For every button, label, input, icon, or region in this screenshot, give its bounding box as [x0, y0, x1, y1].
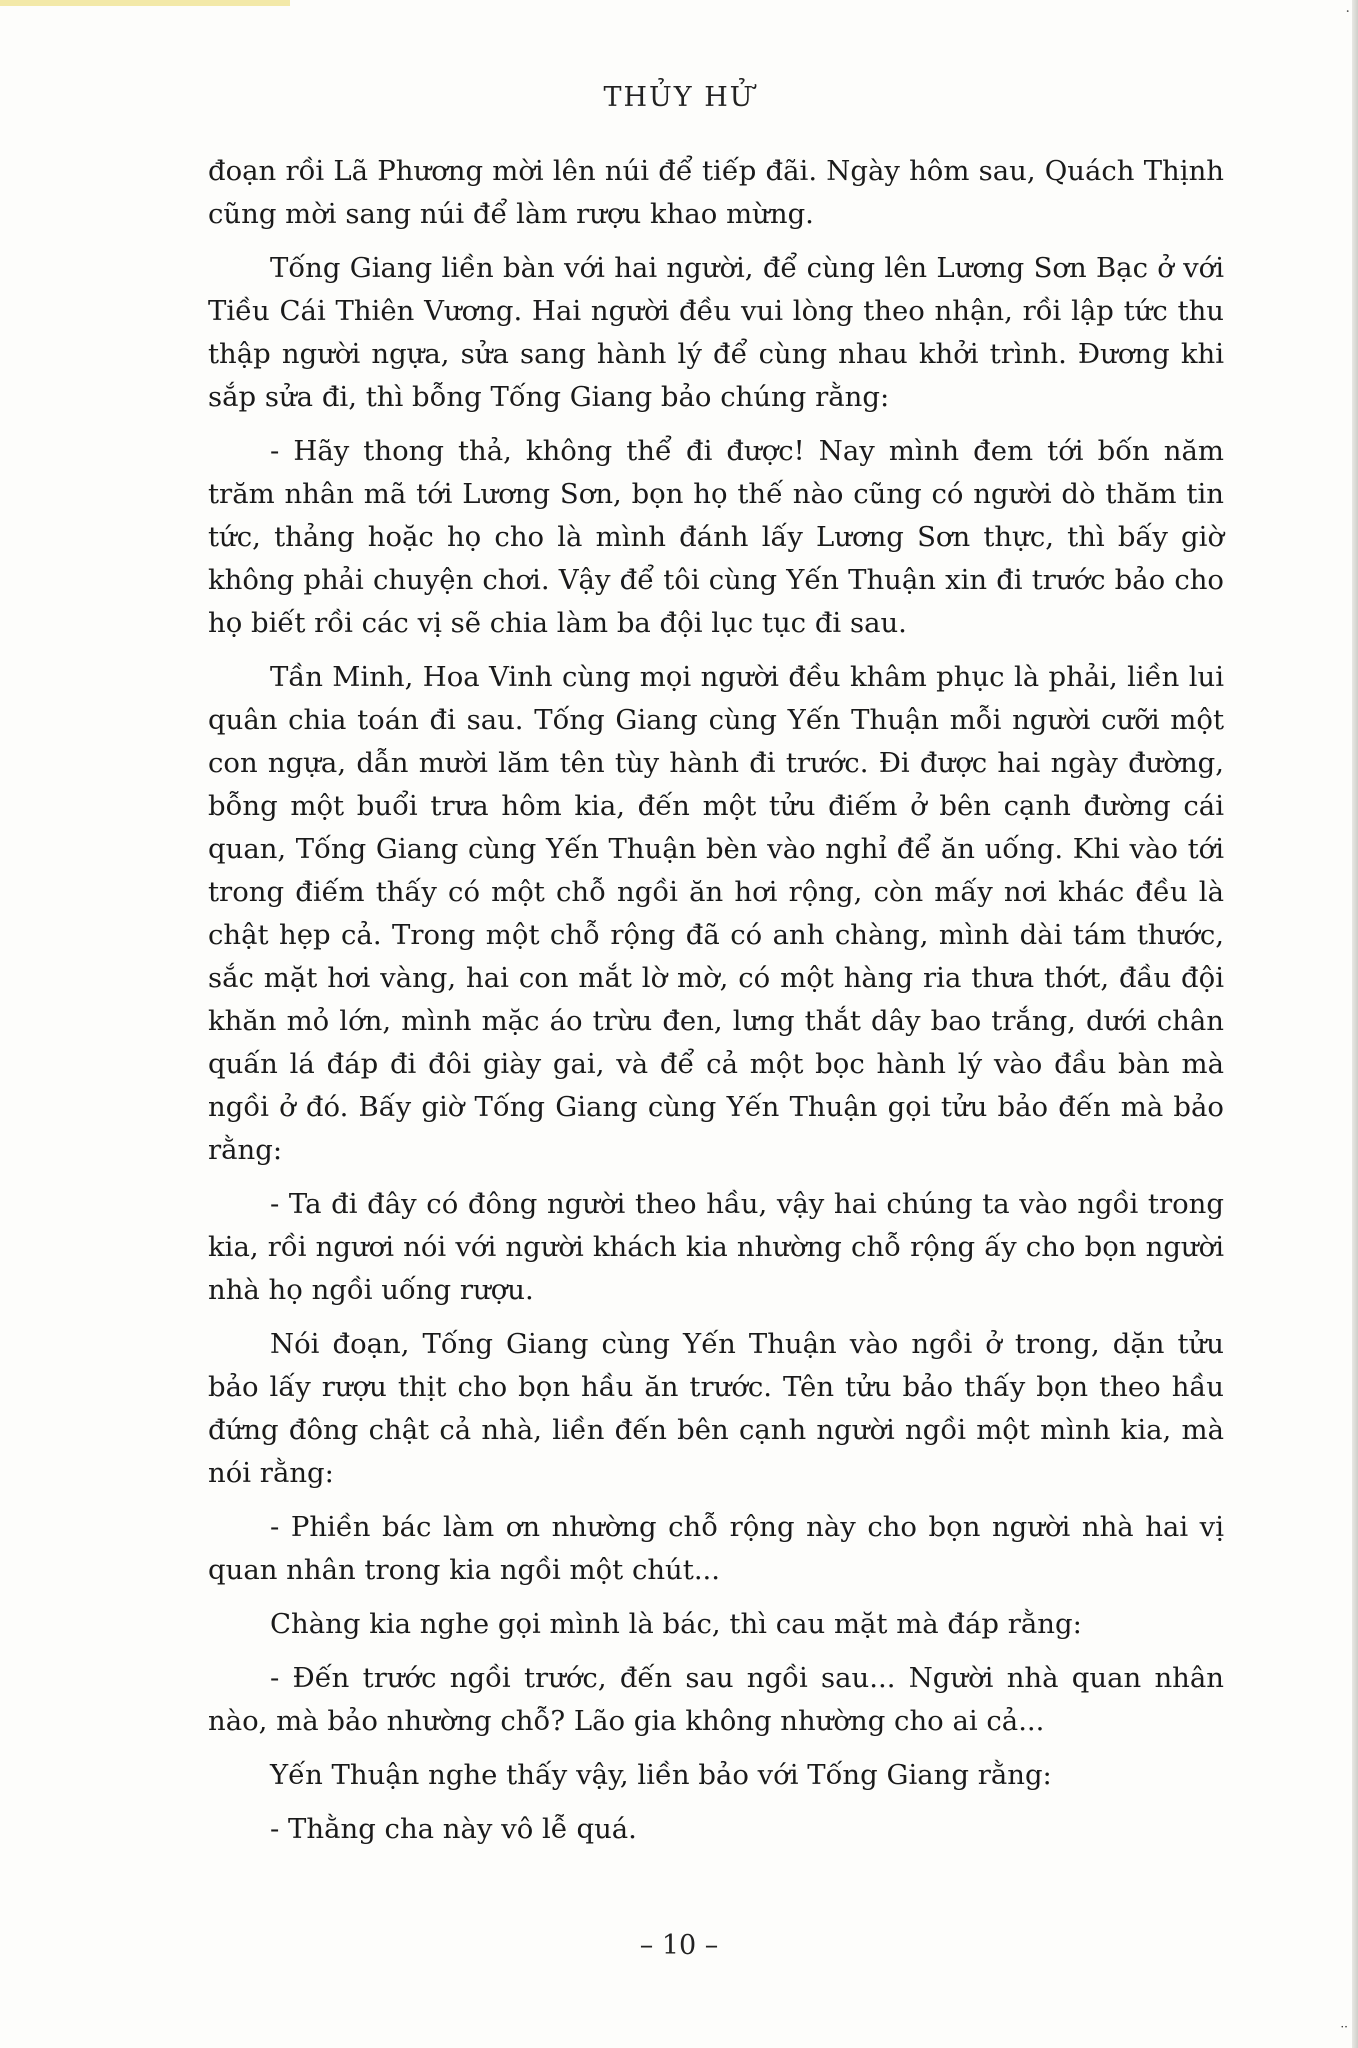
running-header: THỦY HỬ — [603, 82, 755, 113]
paragraph: Tống Giang liền bàn với hai người, để cùng lên Lương Sơn Bạc ở với Tiều Cái Thiên Vương. Hai người đều vui lòng theo nhận, rồi lập tức thu thập người ngựa, sửa sang hành lý để cùng nhau khởi trình. Đương khi sắp sửa đi, thì bỗng Tống Giang bảo chúng rằng: — [208, 252, 1224, 413]
paragraph: Nói đoạn, Tống Giang cùng Yến Thuận vào ngồi ở trong, dặn tửu bảo lấy rượu thịt cho bọn hầu ăn trước. Tên tửu bảo thấy bọn theo hầu đứng đông chật cả nhà, liền đến bên cạnh người ngồi một mình kia, mà nói rằng: — [208, 1328, 1224, 1489]
dialogue-paragraph: - Đến trước ngồi trước, đến sau ngồi sau... Người nhà quan nhân nào, mà bảo nhường chỗ? Lão gia không nhường cho ai cả... — [208, 1662, 1224, 1737]
page-body — [208, 150, 1224, 1862]
page-edge — [1352, 0, 1358, 2048]
paragraph: Chàng kia nghe gọi mình là bác, thì cau mặt mà đáp rằng: — [270, 1608, 1082, 1640]
page-number: – 10 – — [639, 1930, 719, 1961]
dialogue-paragraph: - Phiền bác làm ơn nhường chỗ rộng này cho bọn người nhà hai vị quan nhân trong kia ngồi một chút... — [208, 1511, 1224, 1586]
paragraph: đoạn rồi Lã Phương mời lên núi để tiếp đãi. Ngày hôm sau, Quách Thịnh cũng mời sang núi để làm rượu khao mừng. — [208, 155, 1224, 230]
paragraph: Tần Minh, Hoa Vinh cùng mọi người đều khâm phục là phải, liền lui quân chia toán đi sau. Tống Giang cùng Yến Thuận mỗi người cưỡi một con ngựa, dẫn mười lăm tên tùy hành đi trước. Đi được hai ngày đường, bỗng một buổi trưa hôm kia, đến một tửu điếm ở bên cạnh đường cái quan, Tống Giang cùng Yến Thuận bèn vào nghỉ để ăn uống. Khi vào tới trong điếm thấy có một chỗ ngồi ăn hơi rộng, còn mấy nơi khác đều là chật hẹp cả. Trong một chỗ rộng đã có anh chàng, mình dài tám thước, sắc mặt hơi vàng, hai con mắt lờ mờ, có một hàng ria thưa thớt, đầu đội khăn mỏ lớn, mình mặc áo trừu đen, lưng thắt dây bao trắng, dưới chân quấn lá đáp đi đôi giày gai, và để cả một bọc hành lý vào đầu bàn mà ngồi ở đó. Bấy giờ Tống Giang cùng Yến Thuận gọi tửu bảo đến mà bảo rằng: — [208, 661, 1224, 1166]
corner-scan-mark: · — [1345, 4, 1350, 20]
scan-dot-mark: ·· — [1340, 2020, 1348, 2034]
dialogue-paragraph: - Hãy thong thả, không thể đi được! Nay mình đem tới bốn năm trăm nhân mã tới Lương Sơn, bọn họ thế nào cũng có người dò thăm tin tức, thảng hoặc họ cho là mình đánh lấy Lương Sơn thực, thì bấy giờ không phải chuyện chơi. Vậy để tôi cùng Yến Thuận xin đi trước bảo cho họ biết rồi các vị sẽ chia làm ba đội lục tục đi sau. — [208, 435, 1224, 639]
dialogue-paragraph: - Thằng cha này vô lễ quá. — [270, 1813, 637, 1845]
dialogue-paragraph: - Ta đi đây có đông người theo hầu, vậy hai chúng ta vào ngồi trong kia, rồi ngươi nói với người khách kia nhường chỗ rộng ấy cho bọn người nhà họ ngồi uống rượu. — [208, 1188, 1224, 1306]
scan-tape-mark — [0, 0, 290, 6]
paragraph: Yến Thuận nghe thấy vậy, liền bảo với Tống Giang rằng: — [270, 1759, 1052, 1791]
